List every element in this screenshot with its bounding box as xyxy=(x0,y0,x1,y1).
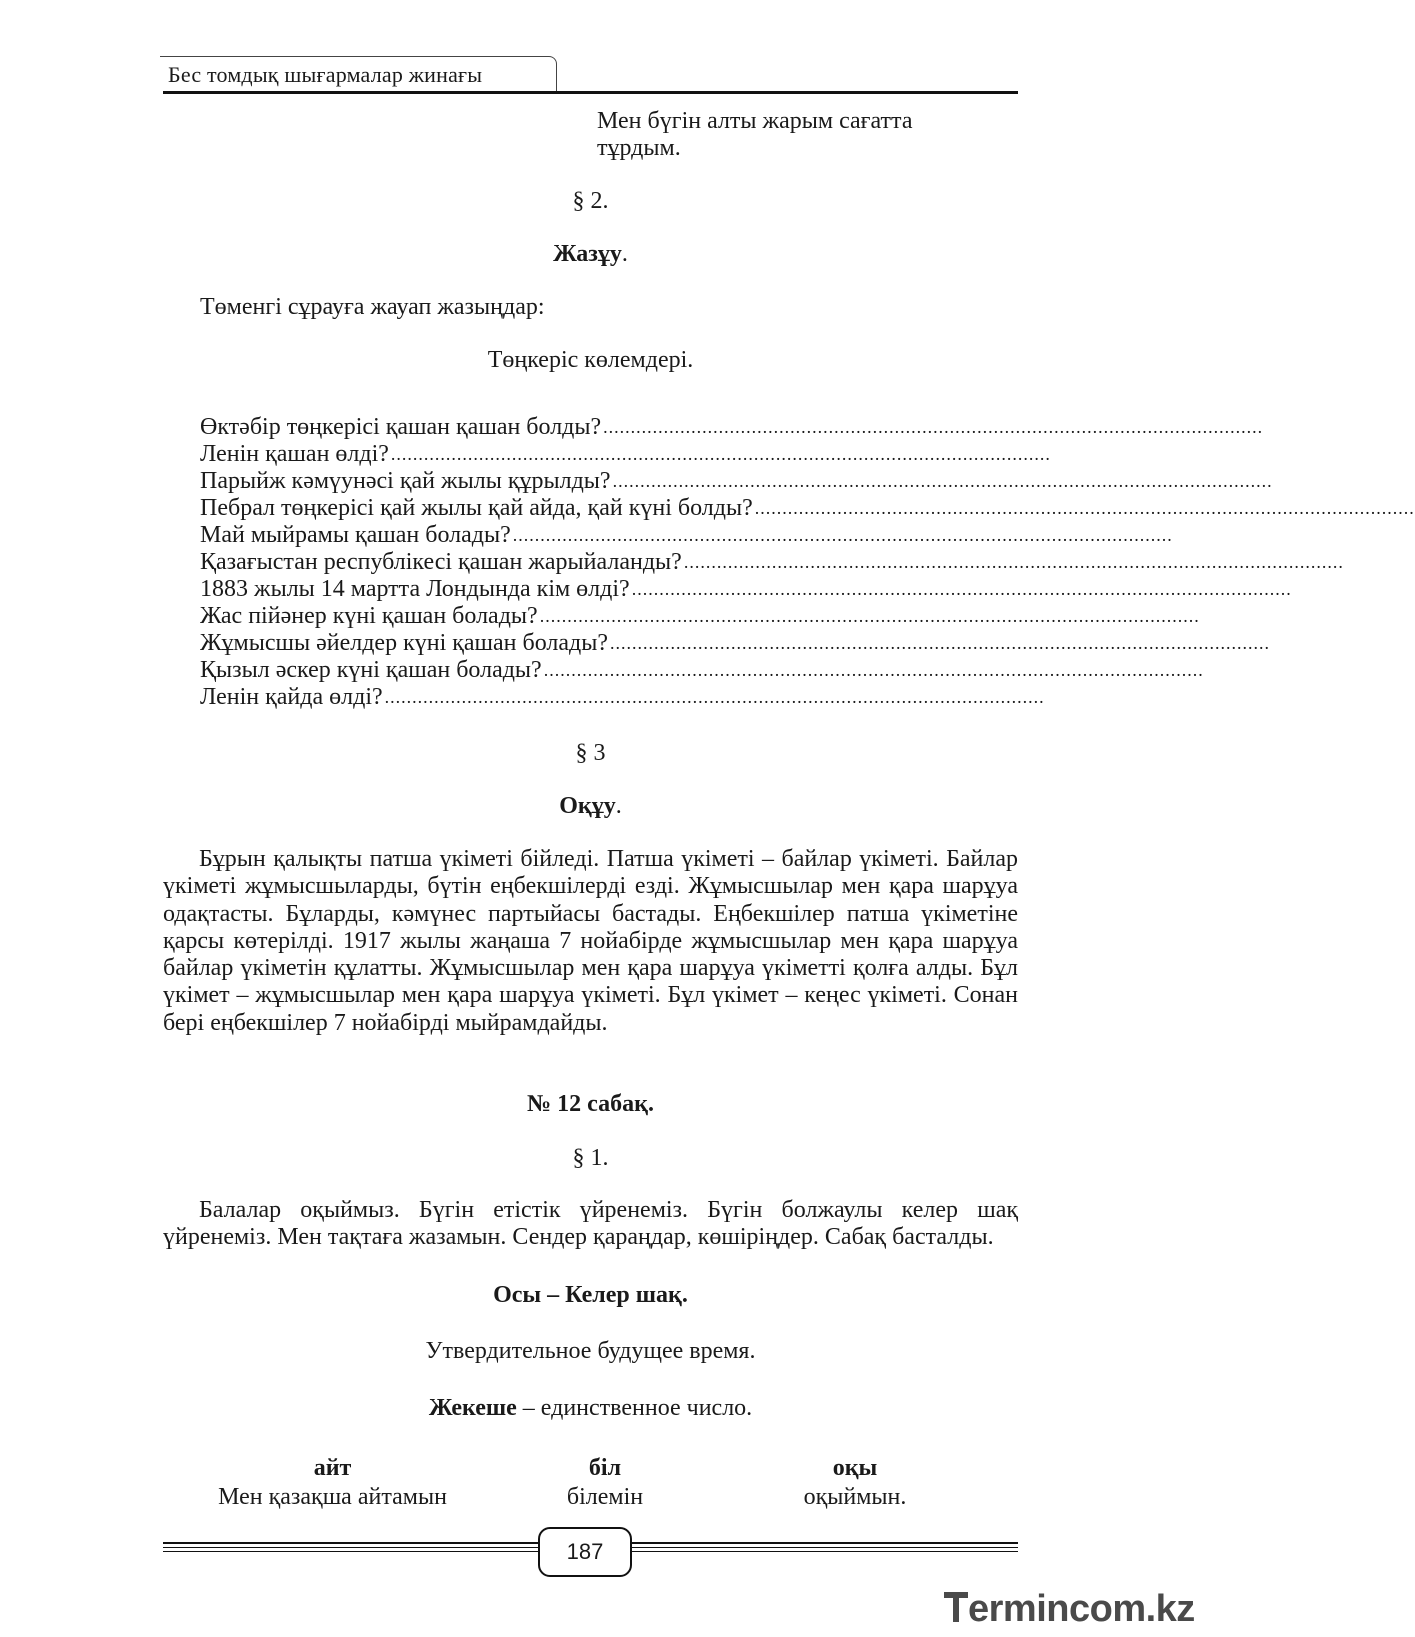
section-heading xyxy=(163,793,1018,820)
conjugation-column xyxy=(530,1454,680,1512)
question-line xyxy=(200,468,1273,495)
question-line xyxy=(200,495,1415,522)
question-line xyxy=(200,603,1200,630)
section-mark: § 1. xyxy=(572,1145,609,1171)
question-text: Қазағыстан республікесі қашан жарыйаланды? xyxy=(200,549,682,575)
answer-dots: ........................................................................................................................ xyxy=(631,579,1292,599)
question-list xyxy=(200,414,1415,711)
question-text: Жұмысшы әйелдер күні қашан болады? xyxy=(200,630,609,656)
section-heading xyxy=(163,241,1018,268)
question-line xyxy=(200,549,1344,576)
heading-bold: Жазұу xyxy=(553,241,622,267)
running-header: Бес томдық шығармалар жинағы xyxy=(168,62,483,87)
question-text: 1883 жылы 14 мартта Лондында кім өлді? xyxy=(200,576,630,602)
t-logo-icon xyxy=(944,1592,968,1622)
verb-stem: айт xyxy=(313,1455,352,1481)
question-text: Қызыл әскер күні қашан болады? xyxy=(200,657,542,683)
instruction-text: Төменгі сұрауға жауап жазыңдар: xyxy=(200,294,545,320)
question-line xyxy=(200,630,1271,657)
russian-title: Утвердительное будущее время. xyxy=(425,1338,756,1364)
answer-dots: ........................................................................................................................ xyxy=(612,471,1273,491)
heading-tail: . xyxy=(621,241,628,267)
subtitle: Төңкеріс көлемдері. xyxy=(487,347,694,373)
section-mark: § 2. xyxy=(572,188,609,214)
question-text: Ленін қашан өлді? xyxy=(200,441,389,467)
verb-example: білемін xyxy=(566,1484,644,1510)
question-text: Май мыйрамы қашан болады? xyxy=(200,522,511,548)
question-line xyxy=(200,684,1045,711)
question-line xyxy=(200,441,1051,468)
question-line xyxy=(200,576,1292,603)
conjugation-column xyxy=(780,1454,930,1512)
answer-dots: ........................................................................................................................ xyxy=(754,498,1415,518)
verb-example: Мен қазақша айтамын xyxy=(218,1484,447,1510)
heading-tail: . xyxy=(615,793,622,819)
page-number: 187 xyxy=(538,1527,632,1577)
verb-stem: оқы xyxy=(832,1455,878,1481)
answer-dots: ........................................................................................................................ xyxy=(603,417,1264,437)
singular-rest: – единственное число. xyxy=(516,1395,753,1421)
question-text: Парыйж кәмүунәсі қай жылы құрылды? xyxy=(200,468,611,494)
header-rule xyxy=(163,91,1018,94)
conjugation-column xyxy=(195,1454,470,1512)
question-line xyxy=(200,522,1173,549)
singular-line xyxy=(163,1395,1018,1422)
reading-text: Бұрын қалықты патша үкіметі бійледі. Патша үкіметі – байлар үкіметі. Байлар үкіметі жұмысшыларды, бүтін еңбекшілерді езді. Жұмысшылар мен қара шарұуа одақтасты. Бұларды, кәмүнес партыйасы бастады. Еңбекшілер патша үкіметіне қарсы көтерілді. 1917 жылы жаңаша 7 нойабірде жұмысшылар мен қара шарұуа байлар үкіметін құлатты. Жұмысшылар мен қара шарұуа үкіметті қолға алды. Бұл үкімет – жұмысшылар мен қара шарұуа үкіметі. Бұл үкімет – кеңес үкіметі. Сонан бері еңбекшілер 7 нойабірді мыйрамдайды. xyxy=(163,846,1018,1036)
tense-heading: Осы – Келер шақ. xyxy=(493,1282,688,1308)
answer-dots: ........................................................................................................................ xyxy=(610,633,1271,653)
question-text: Ленін қайда өлді? xyxy=(200,684,383,710)
section-mark: § 3 xyxy=(575,740,606,766)
singular-bold: Жекеше xyxy=(428,1395,517,1421)
intro-line: Мен бүгін алты жарым сағатта xyxy=(597,108,913,134)
question-line xyxy=(200,657,1204,684)
intro-text xyxy=(597,108,912,162)
verb-example: оқыймын. xyxy=(803,1484,907,1510)
intro-line: тұрдым. xyxy=(597,135,681,161)
answer-dots: ........................................................................................................................ xyxy=(384,687,1045,707)
question-text: Жас пійәнер күні қашан болады? xyxy=(200,603,538,629)
lesson-paragraph xyxy=(163,1197,1018,1252)
verb-stem: біл xyxy=(588,1455,622,1481)
watermark-logo: ermincom.kz xyxy=(968,1588,1195,1630)
answer-dots: ........................................................................................................................ xyxy=(512,525,1173,545)
answer-dots: ........................................................................................................................ xyxy=(390,444,1051,464)
answer-dots: ........................................................................................................................ xyxy=(539,606,1200,626)
answer-dots: ........................................................................................................................ xyxy=(543,660,1204,680)
lesson-text: Балалар оқыймыз. Бүгін етістік үйренеміз. Бүгін болжаулы келер шақ үйренеміз. Мен тақтаға жазамын. Сендер қараңдар, көшіріңдер. Сабақ басталды. xyxy=(163,1197,1018,1251)
answer-dots: ........................................................................................................................ xyxy=(683,552,1344,572)
heading-bold: Оқұу xyxy=(559,793,616,819)
question-text: Өктәбір төңкерісі қашан қашан болды? xyxy=(200,414,602,440)
question-text: Пебрал төңкерісі қай жылы қай айда, қай күні болды? xyxy=(200,495,753,521)
reading-paragraph xyxy=(163,846,1018,1037)
question-line xyxy=(200,414,1264,441)
lesson-title: № 12 сабақ. xyxy=(527,1091,654,1117)
